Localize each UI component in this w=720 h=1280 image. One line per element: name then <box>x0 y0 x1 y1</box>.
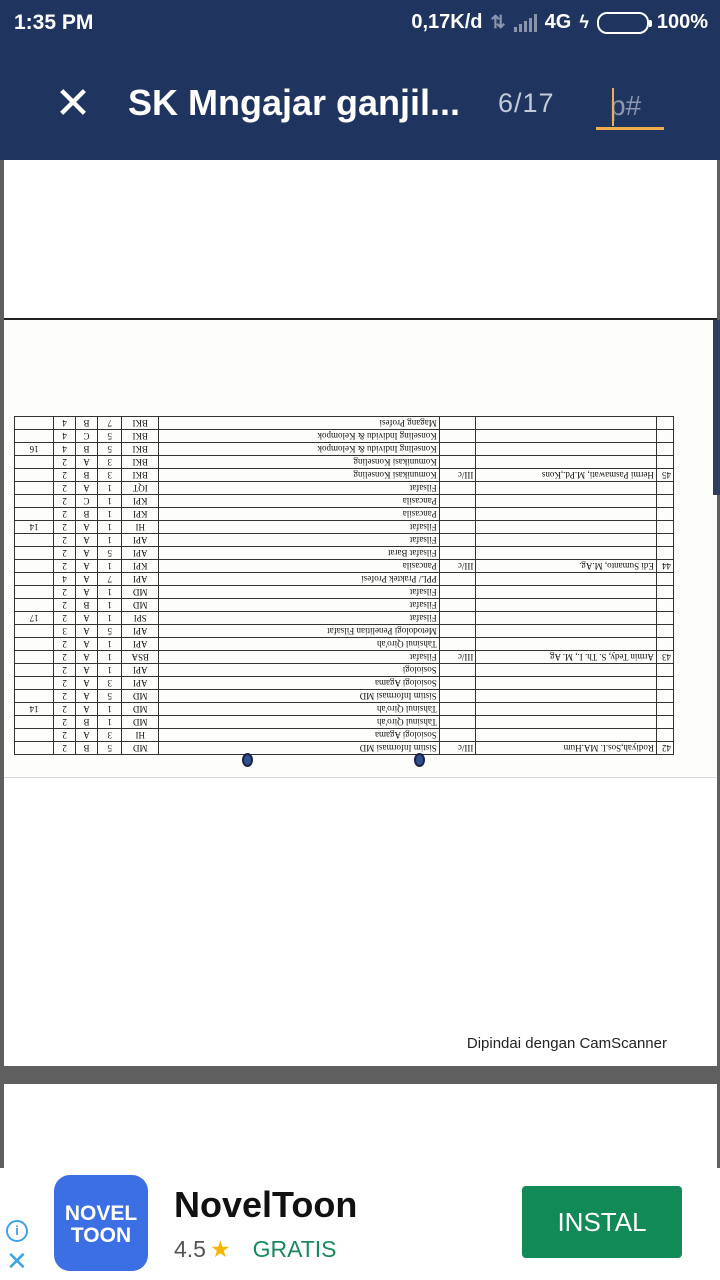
status-indicators <box>411 11 708 34</box>
table-cell: 14 <box>15 521 54 534</box>
table-cell <box>656 677 673 690</box>
table-cell: A <box>76 638 98 651</box>
table-row <box>15 443 674 456</box>
table-cell: 4 <box>54 573 76 586</box>
table-row <box>15 560 674 573</box>
table-cell <box>439 521 476 534</box>
table-cell: Tahsinul Qiro'ah <box>159 703 440 716</box>
table-cell <box>439 443 476 456</box>
table-cell: Sistim Informasi MD <box>159 742 440 755</box>
table-cell: B <box>76 417 98 430</box>
table-cell <box>656 586 673 599</box>
table-cell <box>476 521 657 534</box>
table-cell: A <box>76 664 98 677</box>
table-row <box>15 716 674 729</box>
table-cell: 1 <box>98 521 122 534</box>
table-cell <box>476 508 657 521</box>
signal-icon <box>514 14 537 32</box>
table-cell <box>439 456 476 469</box>
table-cell <box>476 599 657 612</box>
table-cell: 16 <box>15 443 54 456</box>
table-cell: MD <box>122 742 159 755</box>
table-row <box>15 482 674 495</box>
table-cell <box>439 677 476 690</box>
table-cell: 2 <box>54 586 76 599</box>
table-cell: Sosiologi Agama <box>159 729 440 742</box>
table-cell: 2 <box>54 495 76 508</box>
table-cell <box>476 430 657 443</box>
table-row <box>15 742 674 755</box>
table-cell <box>656 729 673 742</box>
table-row <box>15 417 674 430</box>
table-cell <box>476 482 657 495</box>
table-cell: API <box>122 547 159 560</box>
pdf-page[interactable] <box>4 160 717 1066</box>
table-cell: 4 <box>54 430 76 443</box>
table-cell: 42 <box>656 742 673 755</box>
table-cell <box>656 430 673 443</box>
table-cell <box>15 690 54 703</box>
table-cell <box>15 742 54 755</box>
table-cell <box>656 625 673 638</box>
table-cell <box>439 573 476 586</box>
table-cell <box>656 443 673 456</box>
rotated-table <box>14 375 674 755</box>
table-cell: 2 <box>54 521 76 534</box>
table-cell: PPL/ Praktek Profesi <box>159 573 440 586</box>
table-cell: MD <box>122 703 159 716</box>
table-cell <box>656 573 673 586</box>
table-cell: 2 <box>54 742 76 755</box>
binder-clip-icon <box>242 753 253 767</box>
table-cell <box>439 716 476 729</box>
table-cell: 2 <box>54 534 76 547</box>
table-cell: KPI <box>122 495 159 508</box>
table-cell: MD <box>122 716 159 729</box>
table-cell: Filsafat <box>159 482 440 495</box>
table-cell: A <box>76 482 98 495</box>
table-cell: 2 <box>54 716 76 729</box>
table-row <box>15 690 674 703</box>
network-type: 4G <box>544 11 572 33</box>
table-cell: 45 <box>656 469 673 482</box>
table-cell: 5 <box>98 742 122 755</box>
scan-watermark: Dipindai dengan CamScanner <box>466 1035 667 1052</box>
table-cell: 1 <box>98 716 122 729</box>
table-cell: B <box>76 742 98 755</box>
table-row <box>15 664 674 677</box>
star-icon: ★ <box>209 1236 231 1262</box>
table-cell: 43 <box>656 651 673 664</box>
table-cell: 1 <box>98 508 122 521</box>
table-cell: A <box>76 534 98 547</box>
table-cell <box>439 729 476 742</box>
table-cell: API <box>122 534 159 547</box>
close-icon[interactable]: ✕ <box>54 79 92 128</box>
table-cell: 2 <box>54 703 76 716</box>
table-cell: 1 <box>98 482 122 495</box>
table-cell: C <box>76 495 98 508</box>
close-icon[interactable]: ✕ <box>6 1246 28 1276</box>
table-cell: Komunikasi Konseling <box>159 469 440 482</box>
document-viewer[interactable] <box>0 160 720 1168</box>
table-cell: C <box>76 430 98 443</box>
table-cell <box>476 729 657 742</box>
table-cell: Pancasila <box>159 560 440 573</box>
app-bar <box>0 48 720 160</box>
table-cell <box>656 482 673 495</box>
table-cell <box>439 508 476 521</box>
table-cell: A <box>76 612 98 625</box>
document-title: SK Mngajar ganjil... <box>128 82 461 123</box>
table-cell: Filsafat <box>159 599 440 612</box>
table-cell: A <box>76 690 98 703</box>
table-cell <box>15 469 54 482</box>
table-row <box>15 430 674 443</box>
table-cell <box>439 547 476 560</box>
table-cell: 5 <box>98 690 122 703</box>
table-cell <box>476 612 657 625</box>
table-cell: 14 <box>15 703 54 716</box>
table-row <box>15 703 674 716</box>
table-cell: B <box>76 716 98 729</box>
table-cell <box>15 677 54 690</box>
table-cell: 1 <box>98 599 122 612</box>
table-cell <box>439 703 476 716</box>
table-row <box>15 729 674 742</box>
table-cell: 2 <box>54 560 76 573</box>
table-cell: Rodiyah,Sos.I. MA.Hum <box>476 742 657 755</box>
table-cell: B <box>76 443 98 456</box>
charging-icon: ϟ <box>579 12 589 32</box>
table-cell <box>476 703 657 716</box>
table-cell: Edi Sumanto, M.Ag. <box>476 560 657 573</box>
table-cell: A <box>76 625 98 638</box>
table-cell: Filsafat <box>159 534 440 547</box>
table-cell <box>656 690 673 703</box>
table-cell <box>439 534 476 547</box>
table-cell: 7 <box>98 417 122 430</box>
table-cell: API <box>122 638 159 651</box>
battery-percent: 100% <box>656 11 708 33</box>
table-cell: 1 <box>98 612 122 625</box>
table-cell <box>476 417 657 430</box>
table-cell: 4 <box>54 417 76 430</box>
table-cell: 2 <box>54 599 76 612</box>
table-cell: 2 <box>54 508 76 521</box>
table-cell: A <box>76 677 98 690</box>
table-row <box>15 625 674 638</box>
table-cell: 5 <box>98 430 122 443</box>
table-cell: BKI <box>122 417 159 430</box>
table-cell: Sosiologi Agama <box>159 677 440 690</box>
info-icon[interactable]: i <box>6 1220 28 1242</box>
table-cell: BKI <box>122 469 159 482</box>
table-cell: 1 <box>98 703 122 716</box>
table-cell: 1 <box>98 495 122 508</box>
table-row <box>15 547 674 560</box>
app-logo[interactable] <box>54 1175 148 1271</box>
table-cell: Filsafat <box>159 612 440 625</box>
table-cell: HI <box>122 729 159 742</box>
table-cell: Pancasila <box>159 508 440 521</box>
table-cell: 2 <box>54 456 76 469</box>
table-cell <box>15 664 54 677</box>
table-cell <box>656 638 673 651</box>
table-cell <box>15 534 54 547</box>
table-cell <box>15 625 54 638</box>
table-cell: 3 <box>98 729 122 742</box>
table-cell: 17 <box>15 612 54 625</box>
table-cell <box>656 703 673 716</box>
table-cell: 44 <box>656 560 673 573</box>
table-cell <box>476 456 657 469</box>
table-cell <box>439 495 476 508</box>
table-cell <box>476 716 657 729</box>
table-cell: 2 <box>54 677 76 690</box>
table-cell <box>15 482 54 495</box>
table-cell: API <box>122 625 159 638</box>
table-row <box>15 677 674 690</box>
table-cell: A <box>76 729 98 742</box>
table-cell <box>476 547 657 560</box>
scan-edge <box>713 320 720 495</box>
table-cell: API <box>122 573 159 586</box>
logo-text-line1: NOVEL <box>64 1202 138 1225</box>
table-cell <box>439 586 476 599</box>
table-cell: MD <box>122 586 159 599</box>
table-cell: 7 <box>98 573 122 586</box>
scanned-table-image <box>4 318 717 778</box>
table-row <box>15 586 674 599</box>
table-row <box>15 534 674 547</box>
page-number-input[interactable] <box>596 84 664 130</box>
table-cell <box>476 664 657 677</box>
table-row <box>15 508 674 521</box>
table-cell: A <box>76 521 98 534</box>
logo-text-line2: TOON <box>70 1224 132 1247</box>
table-cell: API <box>122 677 159 690</box>
table-cell: 1 <box>98 638 122 651</box>
table-cell: 2 <box>54 690 76 703</box>
text-caret <box>612 88 614 126</box>
table-cell: 3 <box>98 469 122 482</box>
table-cell: 2 <box>54 547 76 560</box>
table-cell <box>439 599 476 612</box>
table-cell <box>15 547 54 560</box>
table-cell: III/c <box>439 469 476 482</box>
ad-rating-row <box>174 1236 337 1263</box>
table-cell <box>15 638 54 651</box>
table-cell <box>476 573 657 586</box>
table-cell <box>439 482 476 495</box>
table-cell <box>15 729 54 742</box>
table-cell: 5 <box>98 625 122 638</box>
table-cell: HI <box>122 521 159 534</box>
table-cell <box>476 443 657 456</box>
table-cell <box>439 664 476 677</box>
table-cell <box>15 417 54 430</box>
table-cell: KPI <box>122 508 159 521</box>
status-bar <box>0 0 720 48</box>
table-cell: 2 <box>54 664 76 677</box>
table-cell: BKI <box>122 443 159 456</box>
table-cell: III/c <box>439 742 476 755</box>
table-cell: A <box>76 547 98 560</box>
table-cell: 3 <box>98 677 122 690</box>
table-cell <box>656 456 673 469</box>
table-cell <box>656 495 673 508</box>
table-row <box>15 599 674 612</box>
table-cell: Konseling Individu & Kelompok <box>159 443 440 456</box>
table-cell: 5 <box>98 547 122 560</box>
table-cell <box>656 417 673 430</box>
table-cell <box>656 599 673 612</box>
table-cell: 2 <box>54 651 76 664</box>
table-cell <box>476 677 657 690</box>
table-cell <box>656 521 673 534</box>
table-cell <box>476 495 657 508</box>
table-cell: 5 <box>98 443 122 456</box>
table-row <box>15 469 674 482</box>
ad-banner[interactable] <box>0 1168 720 1280</box>
table-cell: BKI <box>122 456 159 469</box>
table-cell <box>15 716 54 729</box>
table-cell <box>476 625 657 638</box>
table-cell: Hermi Pasmawati, M.Pd.,Kons <box>476 469 657 482</box>
table-cell: IQT <box>122 482 159 495</box>
table-cell <box>15 456 54 469</box>
table-cell <box>15 430 54 443</box>
table-cell: BKI <box>122 430 159 443</box>
table-cell: Armin Tedy, S. Th. I., M. Ag <box>476 651 657 664</box>
rating-value: 4.5 <box>174 1236 206 1262</box>
install-button[interactable]: INSTAL <box>522 1186 682 1258</box>
table-cell <box>439 690 476 703</box>
table-cell: KPI <box>122 560 159 573</box>
table-cell: B <box>76 599 98 612</box>
table-cell: 2 <box>54 729 76 742</box>
table-cell: A <box>76 651 98 664</box>
table-cell: III/c <box>439 651 476 664</box>
table-cell <box>15 495 54 508</box>
table-cell <box>476 586 657 599</box>
data-transfer-icon: ⇅ <box>490 12 506 32</box>
table-cell <box>656 664 673 677</box>
table-row <box>15 521 674 534</box>
table-row <box>15 495 674 508</box>
table-row <box>15 638 674 651</box>
table-cell: Pancasila <box>159 495 440 508</box>
table-cell <box>439 417 476 430</box>
table-cell: Komunikasi Konseling <box>159 456 440 469</box>
table-cell: 1 <box>98 534 122 547</box>
table-cell: Filsafat Barat <box>159 547 440 560</box>
table-cell: Metodologi Penelitian Filsafat <box>159 625 440 638</box>
table-cell <box>476 690 657 703</box>
table-cell: 2 <box>54 612 76 625</box>
table-cell: SPI <box>122 612 159 625</box>
ad-title[interactable]: NovelToon <box>174 1184 358 1225</box>
table-cell: 4 <box>54 443 76 456</box>
table-cell <box>15 586 54 599</box>
table-row <box>15 573 674 586</box>
table-cell <box>15 573 54 586</box>
table-cell: Sosiologi <box>159 664 440 677</box>
table-cell <box>15 508 54 521</box>
status-time: 1:35 PM <box>14 11 94 34</box>
table-cell <box>656 612 673 625</box>
table-row <box>15 651 674 664</box>
table-cell: Tahsinul Qiro'ah <box>159 716 440 729</box>
table-cell: 3 <box>54 625 76 638</box>
table-cell: 1 <box>98 664 122 677</box>
table-cell: 1 <box>98 586 122 599</box>
table-cell: 1 <box>98 560 122 573</box>
table-cell: 2 <box>54 638 76 651</box>
battery-icon <box>597 12 649 34</box>
table-cell: III/c <box>439 560 476 573</box>
price-label: GRATIS <box>252 1236 337 1262</box>
table-cell <box>15 599 54 612</box>
table-cell: A <box>76 573 98 586</box>
table-cell <box>439 638 476 651</box>
table-cell: Tahsinul Qiro'ah <box>159 638 440 651</box>
page-indicator: 6/17 <box>498 88 555 118</box>
table-cell <box>15 651 54 664</box>
table-cell: API <box>122 664 159 677</box>
table-cell: A <box>76 586 98 599</box>
teaching-schedule-table <box>14 416 674 755</box>
table-cell: A <box>76 456 98 469</box>
table-cell <box>476 638 657 651</box>
table-cell <box>656 534 673 547</box>
table-cell: Sistim Informasi MD <box>159 690 440 703</box>
table-cell: Filsafat <box>159 521 440 534</box>
net-speed: 0,17K/d <box>411 11 483 33</box>
table-cell: A <box>76 703 98 716</box>
table-cell: B <box>76 469 98 482</box>
table-cell: Magang Profesi <box>159 417 440 430</box>
table-cell: Konseling Individu & Kelompok <box>159 430 440 443</box>
table-cell <box>656 716 673 729</box>
table-cell: 2 <box>54 482 76 495</box>
table-cell: B <box>76 508 98 521</box>
table-cell: 2 <box>54 469 76 482</box>
table-cell <box>439 625 476 638</box>
table-cell: MD <box>122 599 159 612</box>
table-cell: 1 <box>98 651 122 664</box>
table-cell: A <box>76 560 98 573</box>
table-cell <box>656 547 673 560</box>
table-row <box>15 456 674 469</box>
table-cell: 3 <box>98 456 122 469</box>
table-cell: MD <box>122 690 159 703</box>
table-cell <box>439 430 476 443</box>
table-cell <box>15 560 54 573</box>
table-cell: Filsafat <box>159 586 440 599</box>
table-cell <box>476 534 657 547</box>
table-row <box>15 612 674 625</box>
next-pdf-page[interactable] <box>4 1084 717 1168</box>
table-cell <box>439 612 476 625</box>
table-cell <box>656 508 673 521</box>
table-cell: Filsafat <box>159 651 440 664</box>
table-cell: BSA <box>122 651 159 664</box>
binder-clip-icon <box>414 753 425 767</box>
